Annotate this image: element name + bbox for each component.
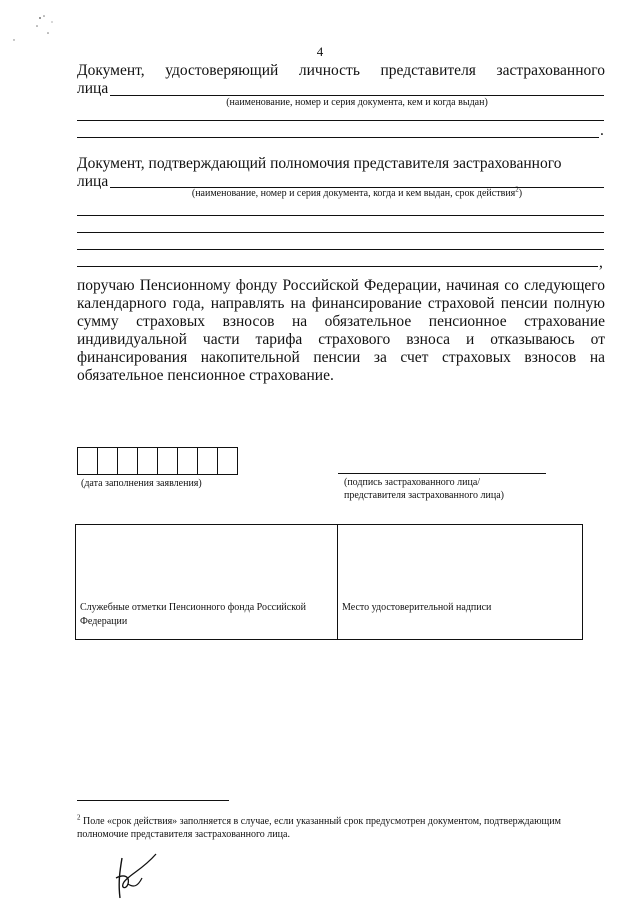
pfr-notes-cell[interactable]: [76, 525, 338, 639]
date-digit-box[interactable]: [78, 448, 98, 474]
scan-specks: [0, 0, 80, 50]
representative-id-input-line[interactable]: [110, 95, 604, 96]
heading-word: представителя: [380, 62, 476, 79]
authority-doc-input-line[interactable]: [77, 232, 604, 233]
date-digit-box[interactable]: [138, 448, 158, 474]
heading-word: застрахованного: [496, 62, 605, 79]
instruction-line: сумму страховых взносов на обязательное пенсионное страхование: [77, 313, 605, 330]
heading-word: личность: [298, 62, 360, 79]
representative-id-input-line[interactable]: [77, 120, 604, 121]
stamp-table: [75, 524, 583, 640]
date-digit-box[interactable]: [218, 448, 237, 474]
signature-caption-2: представителя застрахованного лица): [344, 490, 505, 501]
footnote-separator: [77, 800, 229, 801]
date-digit-box[interactable]: [118, 448, 138, 474]
authority-doc-input-line[interactable]: [77, 249, 604, 250]
authority-doc-input-line[interactable]: [77, 215, 604, 216]
footnote: $^2$ Поле «срок действия» заполняется в случае, если указанный срок предусмотрен документом, подтверждающим полномочие представителя застрахованного лица.: [77, 813, 561, 840]
instruction-paragraph: [77, 277, 605, 385]
date-digit-box[interactable]: [198, 448, 218, 474]
line-end-punct: .: [600, 122, 604, 139]
representative-id-prefix: лица: [77, 80, 109, 97]
date-digit-box[interactable]: [178, 448, 198, 474]
date-caption: (дата заполнения заявления): [81, 478, 202, 489]
date-digit-box[interactable]: [158, 448, 178, 474]
representative-id-hint: (наименование, номер и серия документа, кем и когда выдан): [226, 97, 488, 108]
instruction-line: календарного года, направлять на финансирование страховой пенсии полную: [77, 295, 605, 312]
signature-line[interactable]: [338, 473, 546, 474]
pfr-notes-label: Служебные отметки Пенсионного фонда Российской Федерации: [80, 602, 306, 627]
instruction-line: индивидуальной части тарифа страхового взноса и отказываюсь от: [77, 331, 605, 348]
page-number: 4: [316, 44, 324, 59]
representative-id-input-line[interactable]: [77, 137, 599, 138]
line-end-punct: ,: [599, 254, 603, 271]
authority-doc-heading: Документ, подтверждающий полномочия представителя застрахованного: [77, 155, 562, 172]
instruction-line: финансирования накопительной пенсии за счет страховых взносов на: [77, 349, 605, 366]
date-digit-box[interactable]: [98, 448, 118, 474]
certification-label: Место удостоверительной надписи: [342, 602, 492, 613]
authority-doc-hint: (наименование, номер и серия документа, когда и кем выдан, срок действия$^2$): [191, 185, 523, 199]
authority-doc-input-line[interactable]: [77, 266, 598, 267]
authority-doc-prefix: лица: [77, 173, 109, 190]
date-input-boxes[interactable]: [77, 447, 238, 475]
certification-cell[interactable]: [338, 525, 582, 639]
heading-word: удостоверяющий: [165, 62, 279, 79]
instruction-line: обязательное пенсионное страхование.: [77, 367, 334, 384]
heading-word: Документ,: [77, 62, 145, 79]
instruction-line: поручаю Пенсионному фонду Российской Федерации, начиная со следующего: [77, 277, 605, 294]
representative-id-heading: [77, 62, 605, 80]
signature-caption-1: (подпись застрахованного лица/: [344, 477, 481, 488]
handwritten-initials: [108, 848, 168, 903]
